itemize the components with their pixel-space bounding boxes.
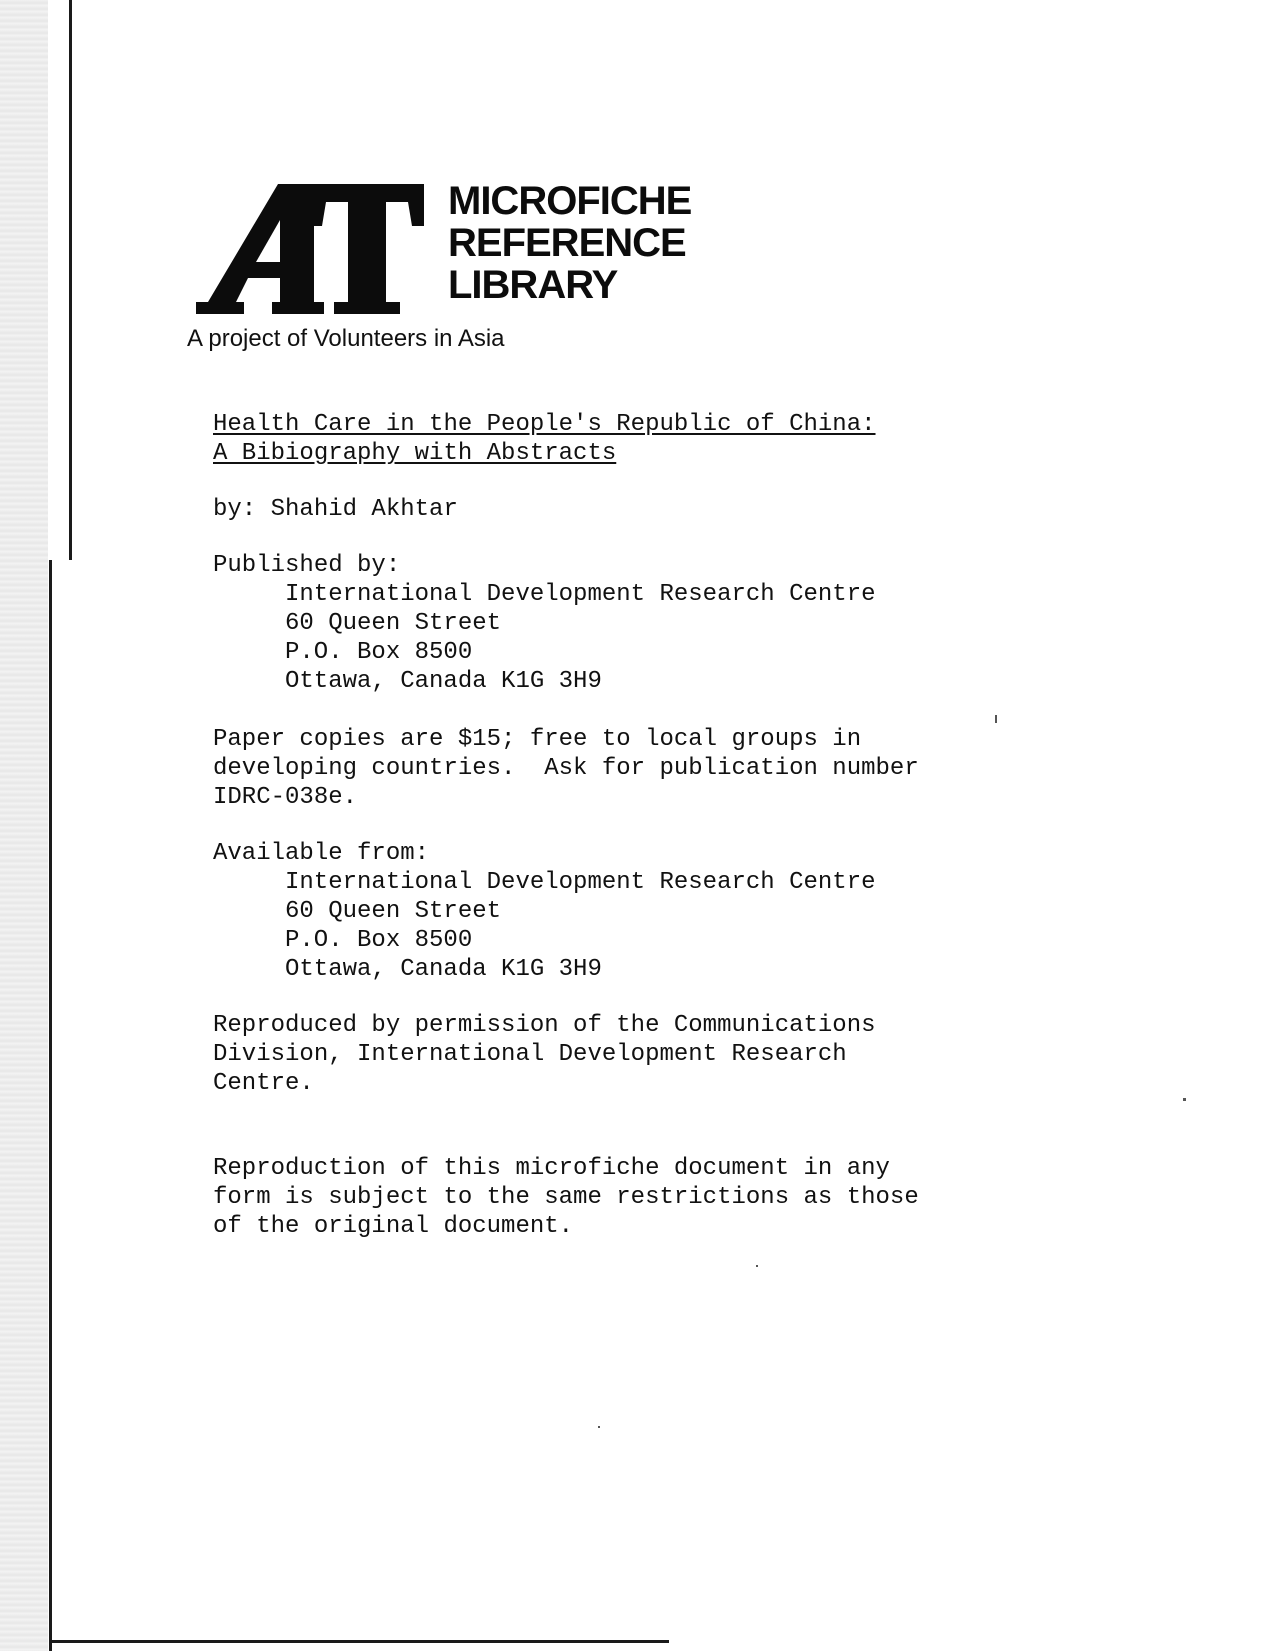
logo-line-reference: REFERENCE xyxy=(448,221,686,265)
logo-line-microfiche: MICROFICHE xyxy=(448,179,692,223)
logo-wordmark xyxy=(448,180,691,306)
logo-tagline: A project of Volunteers in Asia xyxy=(187,325,505,352)
restriction-line-2: form is subject to the same restrictions as those xyxy=(213,1184,919,1211)
price-line-3: IDRC-038e. xyxy=(213,784,358,811)
distributor-box: P.O. Box 8500 xyxy=(285,927,473,954)
scan-margin xyxy=(0,0,48,1651)
page-edge-left-lower xyxy=(49,560,52,1651)
price-line-1: Paper copies are $15; free to local groups in xyxy=(213,726,862,753)
distributor-street: 60 Queen Street xyxy=(285,898,502,925)
distributor-name: International Development Research Centre xyxy=(285,869,876,896)
permission-line-2: Division, International Development Research xyxy=(213,1041,847,1068)
permission-line-1: Reproduced by permission of the Communications xyxy=(213,1012,876,1039)
restriction-line-1: Reproduction of this microfiche document in any xyxy=(213,1155,890,1182)
scan-speck xyxy=(598,1426,600,1428)
author-line: by: Shahid Akhtar xyxy=(213,496,458,523)
distributor-city: Ottawa, Canada K1G 3H9 xyxy=(285,956,602,983)
published-label: Published by: xyxy=(213,552,401,579)
publisher-street: 60 Queen Street xyxy=(285,610,502,637)
page-edge-bottom xyxy=(49,1640,669,1643)
library-logo xyxy=(196,180,756,320)
scan-speck xyxy=(756,1265,758,1267)
scan-speck xyxy=(995,715,997,723)
price-line-2: developing countries. Ask for publication number xyxy=(213,755,919,782)
publisher-name: International Development Research Centre xyxy=(285,581,876,608)
title-line-1: Health Care in the People's Republic of China: xyxy=(213,411,876,438)
at-logo-mark xyxy=(196,180,426,314)
page-edge-left xyxy=(69,0,72,560)
publisher-box: P.O. Box 8500 xyxy=(285,639,473,666)
publisher-city: Ottawa, Canada K1G 3H9 xyxy=(285,668,602,695)
title-line-2: A Bibiography with Abstracts xyxy=(213,440,617,467)
scan-speck xyxy=(1183,1098,1186,1101)
document-body xyxy=(213,410,919,1241)
permission-line-3: Centre. xyxy=(213,1070,314,1097)
available-label: Available from: xyxy=(213,840,430,867)
logo-line-library: LIBRARY xyxy=(448,263,618,307)
restriction-line-3: of the original document. xyxy=(213,1213,574,1240)
